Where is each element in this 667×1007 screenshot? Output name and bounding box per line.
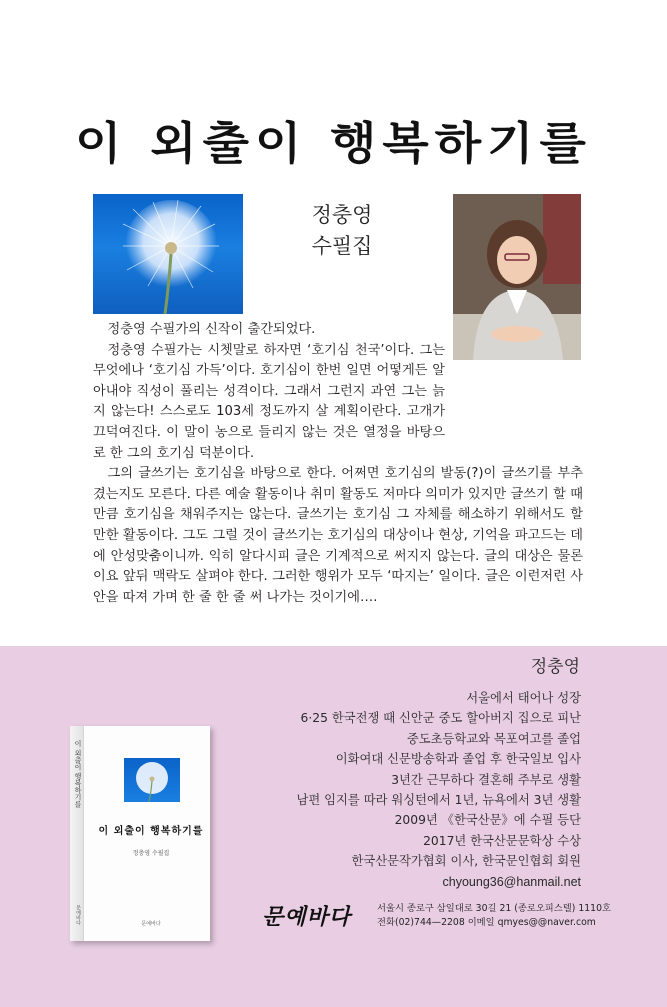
- book-label: [262, 200, 422, 262]
- introduction-text: [93, 320, 583, 608]
- bio-line: 중도초등학교와 목포여고를 졸업: [406, 731, 581, 746]
- book-author: 정충영: [311, 203, 373, 227]
- dandelion-image: [93, 194, 243, 314]
- publisher-logo: 문예바다: [262, 904, 352, 930]
- bio-line: 2017년 한국산문문학상 수상: [423, 833, 581, 848]
- intro-paragraph-3: 그의 글쓰기는 호기심을 바탕으로 한다. 어쩌면 호기심의 발동(?)이 글쓰기를 부추겼는지도 모른다. 다른 예술 활동이나 취미 활동도 저마다 의미가 있지만 글쓰기 할 때만큼 호기심을 채워주지는 않는다. 글쓰기는 호기심 그 자체를 해소하기 위해서도 할 만한 활동이다. 그도 그럴 것이 글쓰기는 호기심의 대상이나 현상, 기억을 파고드는 데에 안성맞춤이니까. 익히 알다시피 글은 기계적으로 써지지 않는다. 글의 대상은 물론이요 앞뒤 맥락도 살펴야 한다. 그러한 행위가 모두 ‘따지는’ 일이다. 글은 이런저런 사안을 따져 가며 한 줄 한 줄 써 나가는 것이기에….: [93, 466, 583, 605]
- author-email: chyoung36@hanmail.net: [442, 874, 581, 889]
- intro-paragraph-1: 정충영 수필가의 신작이 출간되었다.: [107, 322, 316, 337]
- bio-line: 3년간 근무하다 결혼해 주부로 생활: [391, 772, 581, 787]
- author-biography: [297, 688, 582, 892]
- bio-line: 6·25 한국전쟁 때 신안군 중도 할아버지 집으로 피난: [300, 711, 581, 726]
- spine-title: 이 외출이 행복하기를: [74, 740, 82, 808]
- bio-line: 이화여대 신문방송학과 졸업 후 한국일보 입사: [335, 752, 581, 767]
- dandelion-illustration: [93, 194, 243, 314]
- cover-dandelion-image: [124, 758, 180, 802]
- bio-author-name: 정충영: [530, 657, 580, 677]
- book-title: 이 외출이 행복하기를: [75, 117, 592, 170]
- spine-publisher: 문예바다: [75, 905, 81, 925]
- publisher-contact: 전화(02)744—2208 이메일 qmyes@@naver.com: [377, 917, 596, 928]
- cover-title: 이 외출이 행복하기를: [98, 826, 204, 837]
- bio-line: 한국산문작가협회 이사, 한국문인협회 회원: [351, 854, 581, 869]
- bio-line: 서울에서 태어나 성장: [466, 691, 581, 705]
- publisher-info: [377, 902, 611, 930]
- cover-author-line: 정충영 수필집: [132, 850, 170, 857]
- bio-line: 2009년 《한국산문》에 수필 등단: [394, 813, 581, 828]
- intro-paragraph-2: 정충영 수필가는 시쳇말로 하자면 ‘호기심 천국’이다. 그는 무엇에나 ‘호기심 가득’이다. 호기심이 한번 일면 어떻게든 알아내야 직성이 풀리는 성격이다. 그래서 그런지 과연 그는 늙지 않는다! 스스로도 103세 정도까지 살 계획이란다. 고개가 끄덕여진다. 이 말이 농으로 들리지 않는 것은 열정을 바탕으로 한 그의 호기심 덕분이다.: [93, 342, 445, 461]
- bio-line: 남편 임지를 따라 워싱턴에서 1년, 뉴욕에서 3년 생활: [296, 793, 581, 808]
- book-kind: 수필집: [311, 234, 373, 258]
- cover-dandelion-illustration: [124, 758, 180, 802]
- publisher-address: 서울시 종로구 삼일대로 30길 21 (종로오피스텔) 1110호: [377, 903, 611, 914]
- cover-publisher: 문예바다: [141, 921, 161, 927]
